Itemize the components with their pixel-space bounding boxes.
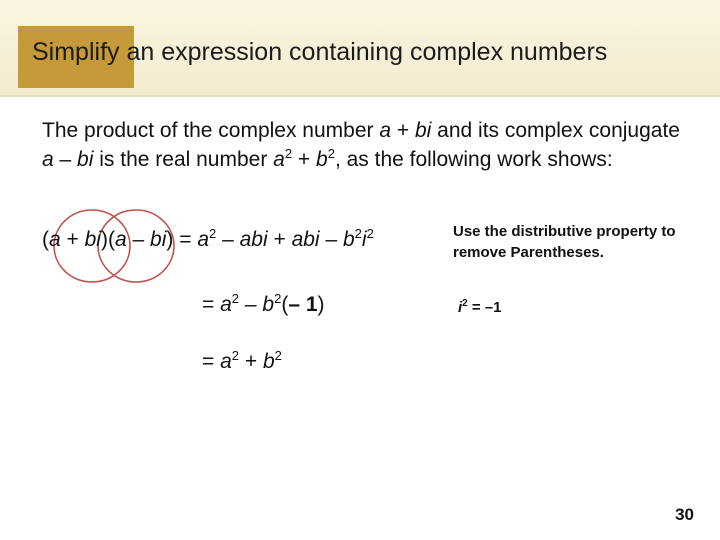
page-number: 30	[675, 505, 694, 524]
var-bi: bi	[84, 228, 101, 251]
header-divider	[0, 95, 720, 97]
var-i: i	[361, 228, 367, 251]
term-abi: abi	[239, 228, 268, 251]
note-i-squared-rest: = –1	[467, 299, 502, 316]
var-b: b	[262, 350, 275, 373]
equals: =	[202, 350, 221, 373]
exponent: 2	[462, 298, 468, 309]
op-plus: +	[60, 228, 85, 251]
paren: (	[42, 228, 49, 251]
exponent: 2	[366, 226, 374, 241]
var-a: a	[114, 228, 127, 251]
intro-paragraph	[42, 116, 682, 174]
var-b: b	[342, 228, 355, 251]
op-minus: –	[126, 228, 151, 251]
exponent: 2	[231, 291, 240, 306]
intro-text-7: , as the following work shows:	[334, 148, 613, 171]
paren: (	[281, 293, 289, 316]
var-bi: bi	[77, 148, 94, 171]
var-a: a	[42, 148, 54, 171]
equals: =	[202, 293, 221, 316]
var-i: i	[458, 299, 463, 316]
intro-text-1: The product of the complex number	[42, 119, 380, 142]
intro-text-6: +	[292, 148, 317, 171]
op-minus: –	[239, 293, 263, 316]
paren: )(	[100, 228, 115, 251]
equation-line-3	[202, 350, 282, 374]
exponent: 2	[274, 291, 282, 306]
exponent: 2	[274, 348, 282, 363]
intro-text-4: –	[53, 148, 78, 171]
var-a: a	[197, 228, 210, 251]
op-minus: –	[216, 228, 240, 251]
var-a: a	[220, 293, 232, 316]
intro-text-5: is the real number	[93, 148, 274, 171]
negative-one: – 1	[288, 293, 318, 316]
var-b: b	[262, 293, 275, 316]
var-bi: bi	[150, 228, 167, 251]
exponent: 2	[231, 348, 240, 363]
var-a: a	[379, 119, 392, 142]
equation-line-1	[42, 228, 374, 252]
equation-line-2	[202, 293, 325, 317]
exponent: 2	[209, 226, 217, 241]
term-abi: abi	[291, 228, 320, 251]
var-a: a	[220, 350, 232, 373]
var-a: a	[49, 228, 61, 251]
op-minus: –	[319, 228, 343, 251]
slide-title: Simplify an expression containing complex numbers	[32, 38, 608, 66]
exponent: 2	[284, 146, 293, 161]
op-plus: +	[267, 228, 292, 251]
var-b: b	[316, 148, 328, 171]
var-a: a	[273, 148, 285, 171]
intro-text-3: and its complex conjugate	[431, 119, 680, 142]
var-bi: bi	[414, 119, 432, 142]
intro-text-2: +	[391, 119, 415, 142]
paren-equals: ) =	[166, 228, 198, 251]
exponent: 2	[327, 146, 335, 161]
exponent: 2	[354, 226, 362, 241]
note-distributive: Use the distributive property to remove Parentheses.	[453, 223, 676, 261]
note-i-squared	[458, 297, 502, 318]
paren: )	[317, 293, 325, 316]
op-plus: +	[239, 350, 263, 373]
